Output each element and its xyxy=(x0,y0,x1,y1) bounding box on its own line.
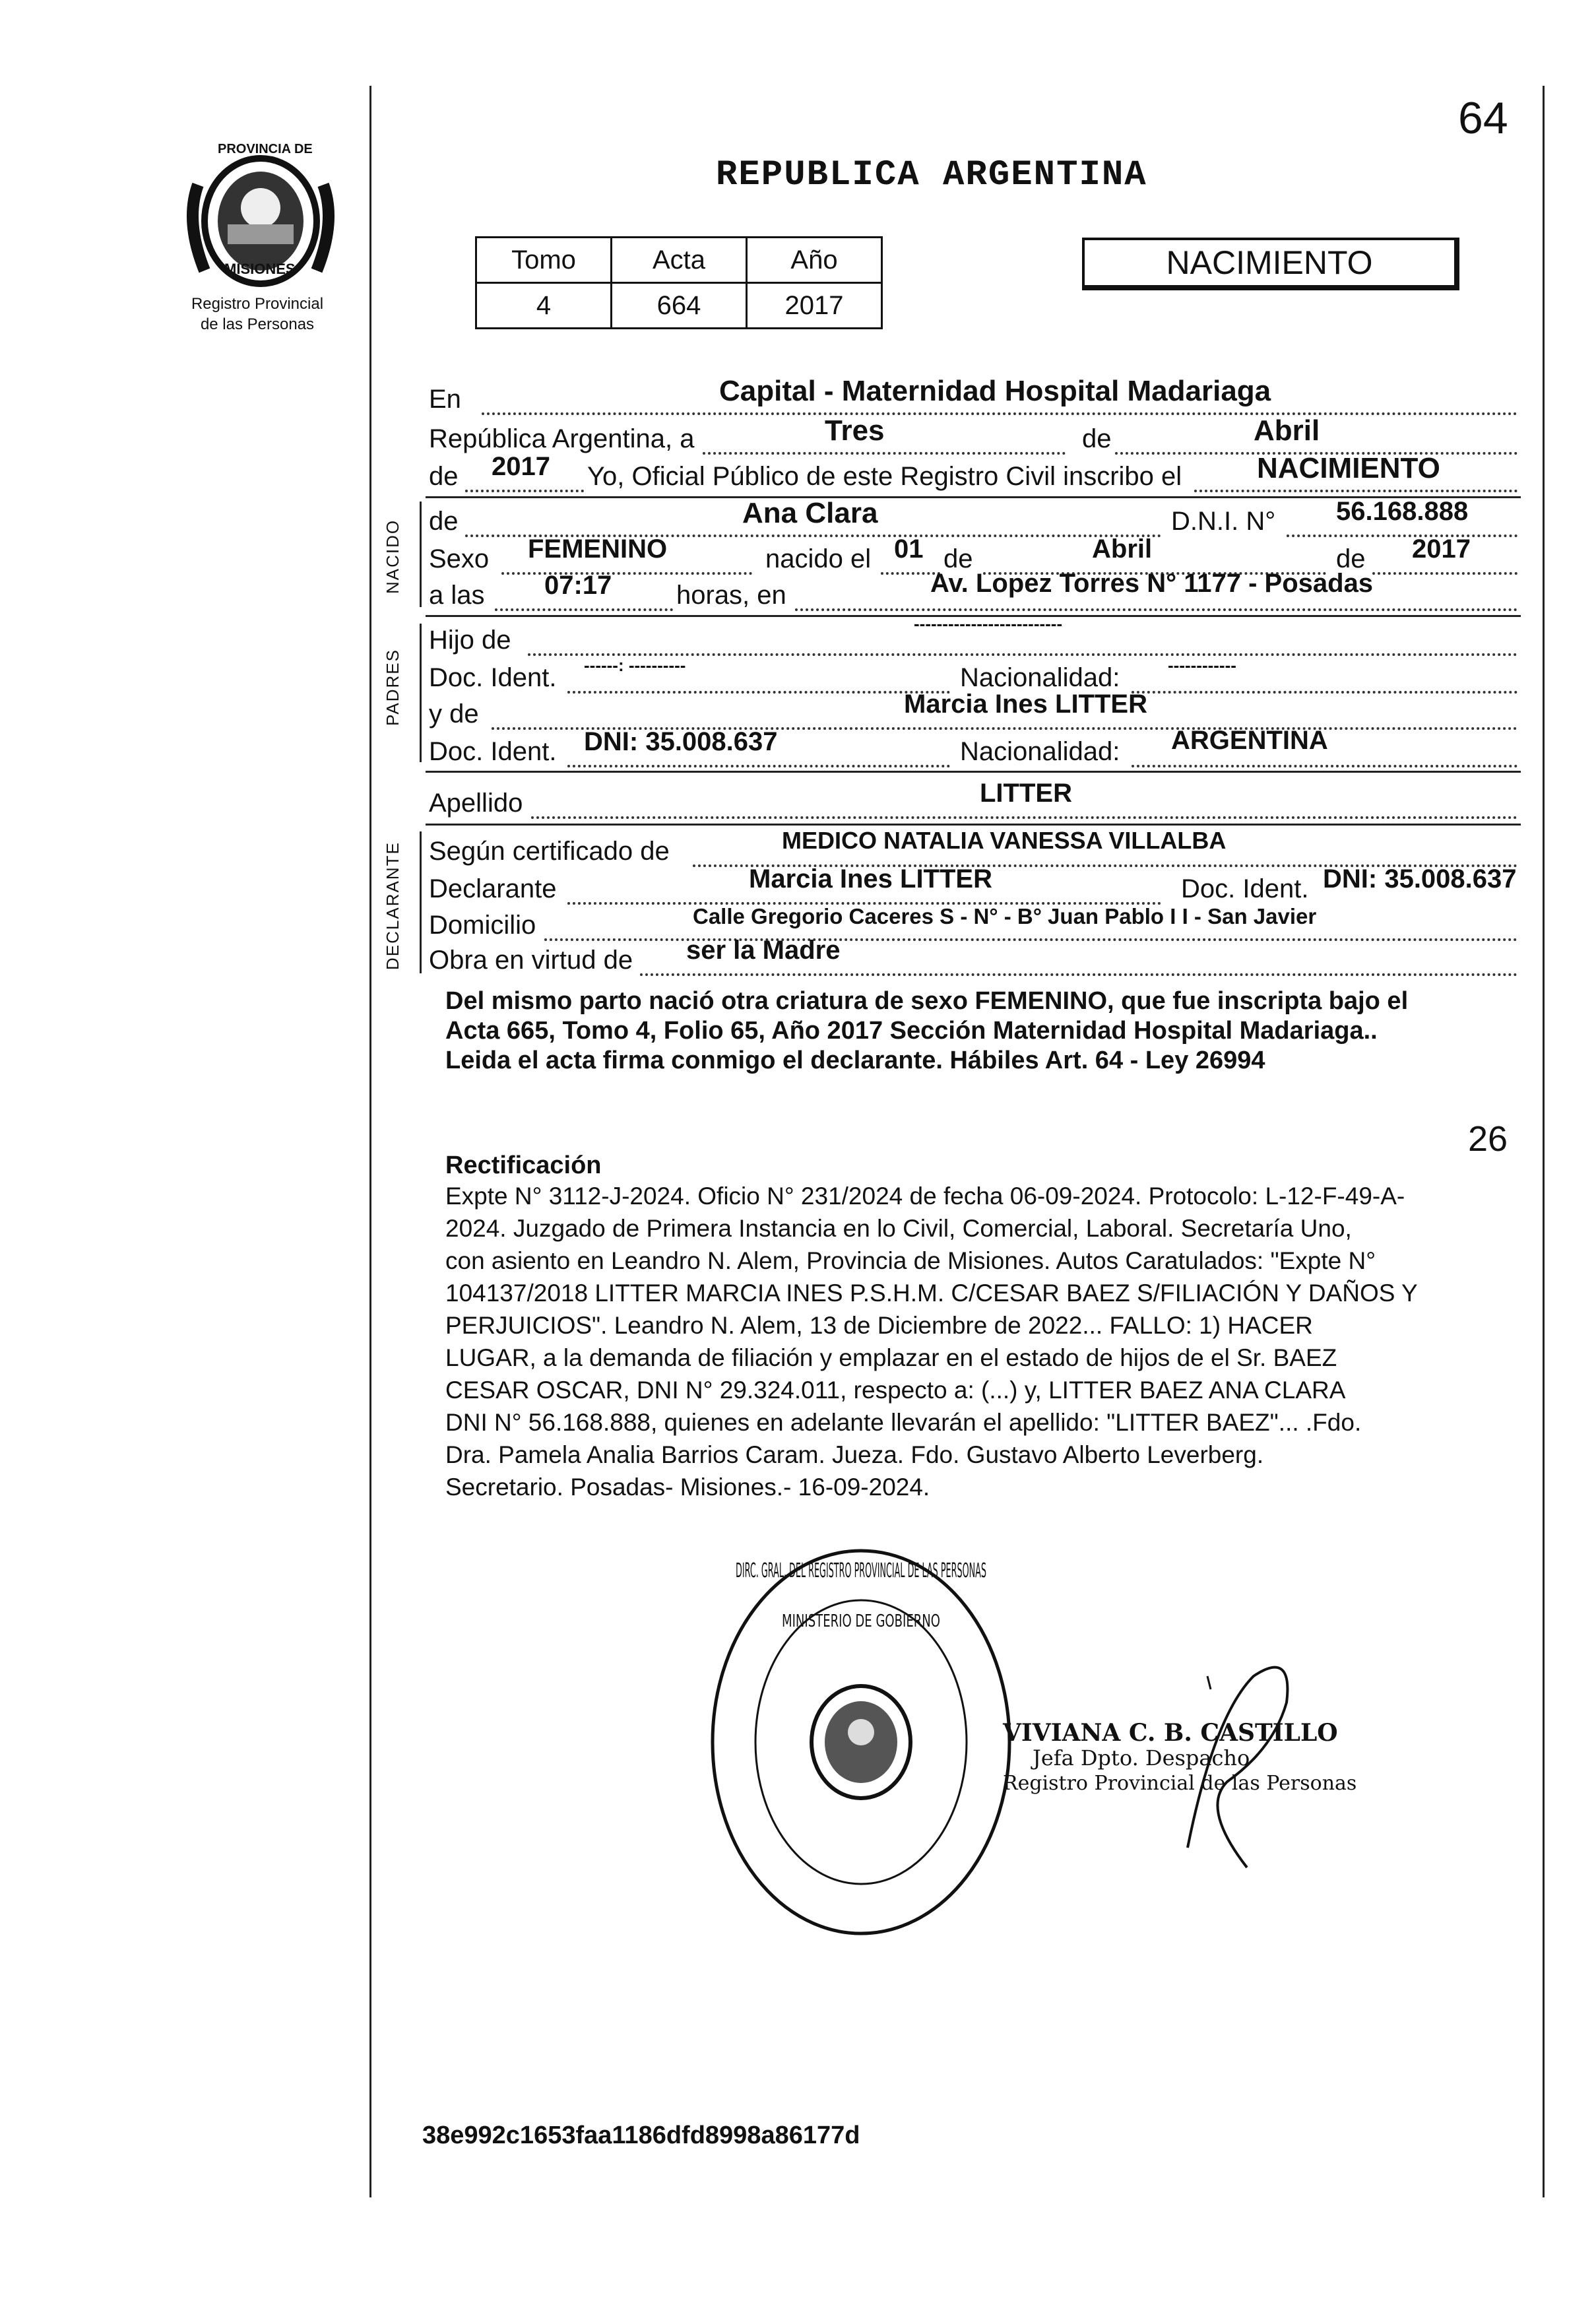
logo-caption-line1: Registro Provincial xyxy=(191,295,324,313)
de-label-3: de xyxy=(429,507,459,536)
domicilio-label: Domicilio xyxy=(429,911,536,940)
signature-line-1: VIVIANA C. B. CASTILLO xyxy=(1003,1719,1338,1747)
padres-bracket xyxy=(420,624,422,762)
official-stamp xyxy=(706,1544,1016,1940)
rectificacion-line: LUGAR, a la demanda de filiación y emplazar en el estado de hijos de el Sr. BAEZ xyxy=(445,1344,1337,1371)
rectificacion-line: PERJUICIOS". Leandro N. Alem, 13 de Diciembre de 2022... FALLO: 1) HACER xyxy=(445,1312,1313,1339)
madre-value: Marcia Ines LITTER xyxy=(904,690,1147,719)
de-label-4: de xyxy=(943,544,973,573)
dni-value: 56.168.888 xyxy=(1336,497,1469,526)
apellido-value: LITTER xyxy=(980,779,1072,808)
dni-dots xyxy=(1287,535,1517,537)
document-title: REPUBLICA ARGENTINA xyxy=(716,155,1147,195)
nombre-value: Ana Clara xyxy=(742,497,878,529)
dia-dots xyxy=(703,452,1066,455)
nacionalidad-padre-value: ------------ xyxy=(1168,655,1236,675)
rectificacion-line: con asiento en Leandro N. Alem, Provincia de Misiones. Autos Caratulados: "Expte N° xyxy=(445,1247,1376,1274)
stamp-outer-text: DIRC. GRAL. DEL REGISTRO PROVINCIAL DE LAS PERSONAS xyxy=(736,1559,986,1582)
doc-ident-madre-label: Doc. Ident. xyxy=(429,737,557,766)
lugar-value: Av. Lopez Torres N° 1177 - Posadas xyxy=(930,569,1374,598)
logo-top-text: PROVINCIA DE xyxy=(218,142,313,156)
de-label-5: de xyxy=(1336,544,1366,573)
signature-line-3: Registro Provincial de las Personas xyxy=(1003,1772,1357,1795)
hora-value: 07:17 xyxy=(544,571,612,600)
rectificacion-title: Rectificación xyxy=(445,1152,602,1179)
section-divider-3 xyxy=(426,771,1521,773)
segun-label: Según certificado de xyxy=(429,837,670,866)
nacido-bracket xyxy=(420,502,422,607)
en-value: Capital - Maternidad Hospital Madariaga xyxy=(719,375,1271,407)
table-value-acta: 664 xyxy=(612,283,747,329)
declarante-value: Marcia Ines LITTER xyxy=(749,864,992,893)
side-label-padres: PADRES xyxy=(383,649,402,726)
declarante-doc-value: DNI: 35.008.637 xyxy=(1323,864,1517,893)
nacido-label: nacido el xyxy=(765,544,872,573)
sexo-label: Sexo xyxy=(429,544,490,573)
act-type-label: NACIMIENTO xyxy=(1166,244,1373,281)
segun-value: MEDICO NATALIA VANESSA VILLALBA xyxy=(782,827,1227,854)
anio-value: 2017 xyxy=(492,452,550,481)
nacido-mes-value: Abril xyxy=(1092,535,1153,564)
logo-bottom-text: MISIONES xyxy=(224,261,296,277)
hijo-label: Hijo de xyxy=(429,626,511,655)
apellido-dots xyxy=(531,816,1517,819)
nacionalidad-madre-value: ARGENTINA xyxy=(1171,726,1328,755)
table-header-acta: Acta xyxy=(612,238,747,283)
de-label-2: de xyxy=(429,462,459,491)
nacionalidad-padre-dots xyxy=(1132,691,1517,694)
table-header-tomo: Tomo xyxy=(476,238,612,283)
republica-label: República Argentina, a xyxy=(429,424,695,453)
rectificacion-number: 26 xyxy=(1468,1119,1508,1159)
dia-value: Tres xyxy=(825,414,885,447)
declarante-doc-label xyxy=(1181,874,1308,904)
note-line-3: Leida el acta firma conmigo el declarante. Hábiles Art. 64 - Ley 26994 xyxy=(445,1047,1265,1074)
de-label-1: de xyxy=(1082,424,1112,453)
obra-label: Obra en virtud de xyxy=(429,946,633,975)
anio-dots xyxy=(465,490,584,492)
rectificacion-line: CESAR OSCAR, DNI N° 29.324.011, respecto a: (...) y, LITTER BAEZ ANA CLARA xyxy=(445,1377,1346,1404)
table-value-anio: 2017 xyxy=(747,283,882,329)
side-label-declarante: DECLARANTE xyxy=(383,841,402,970)
apellido-label: Apellido xyxy=(429,789,523,818)
obra-dots xyxy=(640,973,1517,976)
doc-ident-padre-value: ------: ---------- xyxy=(584,655,686,675)
rectificacion-line: Dra. Pamela Analia Barrios Caram. Jueza. Fdo. Gustavo Alberto Leverberg. xyxy=(445,1441,1264,1468)
side-label-nacido: NACIDO xyxy=(383,519,402,594)
declarante-bracket xyxy=(420,831,422,973)
doc-ident-madre-value: DNI: 35.008.637 xyxy=(584,727,778,756)
sexo-dots xyxy=(501,572,752,575)
a-las-label: a las xyxy=(429,581,485,610)
horas-en-label: horas, en xyxy=(676,581,786,610)
left-margin-line xyxy=(369,86,371,2197)
signature-line-2: Jefa Dpto. Despacho xyxy=(1033,1745,1250,1770)
hijo-value: -------------------------- xyxy=(914,614,1063,633)
section-divider-4 xyxy=(426,824,1521,826)
sexo-value: FEMENINO xyxy=(528,535,668,564)
stamp-inner-text: MINISTERIO DE GOBIERNO xyxy=(782,1611,940,1631)
doc-ident-padre-dots xyxy=(567,691,950,694)
nacionalidad-madre-label: Nacionalidad: xyxy=(960,737,1120,766)
y-de-label: y de xyxy=(429,699,479,729)
doc-ident-madre-dots xyxy=(567,765,950,767)
note-line-2: Acta 665, Tomo 4, Folio 65, Año 2017 Sección Maternidad Hospital Madariaga.. xyxy=(445,1017,1378,1045)
declarante-label: Declarante xyxy=(429,874,557,903)
lugar-dots xyxy=(795,608,1517,611)
declarante-doc-label-text: Doc. Ident. xyxy=(1181,874,1309,903)
note-line-1: Del mismo parto nació otra criatura de sexo FEMENINO, que fue inscripta bajo el xyxy=(445,987,1409,1015)
domicilio-value: Calle Gregorio Caceres S - N° - B° Juan Pablo I I - San Javier xyxy=(693,904,1317,928)
inscribo-value: NACIMIENTO xyxy=(1257,452,1440,484)
nacido-anio-value: 2017 xyxy=(1412,535,1471,564)
nacido-anio-dots xyxy=(1372,572,1517,575)
rectificacion-line: Secretario. Posadas- Misiones.- 16-09-2024. xyxy=(445,1474,930,1501)
rectificacion-line: DNI N° 56.168.888, quienes en adelante llevarán el apellido: "LITTER BAEZ"... .Fdo. xyxy=(445,1409,1362,1436)
register-table xyxy=(475,236,883,329)
oficial-text: Yo, Oficial Público de este Registro Civil inscribo el xyxy=(587,462,1182,491)
nacido-dia-value: 01 xyxy=(894,535,924,564)
document-hash: 38e992c1653faa1186dfd8998a86177d xyxy=(422,2122,860,2149)
nacionalidad-madre-dots xyxy=(1132,765,1517,767)
right-margin-line xyxy=(1543,86,1545,2197)
rectificacion-line: Expte N° 3112-J-2024. Oficio N° 231/2024 de fecha 06-09-2024. Protocolo: L-12-F-49-A- xyxy=(445,1183,1405,1210)
nacionalidad-padre-label: Nacionalidad: xyxy=(960,663,1120,692)
rectificacion-body xyxy=(445,1180,1418,1503)
table-value-tomo: 4 xyxy=(476,283,612,329)
mes-value: Abril xyxy=(1254,414,1320,447)
doc-ident-padre-label: Doc. Ident. xyxy=(429,663,557,692)
logo-caption-line2: de las Personas xyxy=(200,315,315,333)
dni-label: D.N.I. N° xyxy=(1171,507,1276,536)
page-number: 64 xyxy=(1458,93,1508,143)
table-header-anio: Año xyxy=(747,238,882,283)
act-type-box xyxy=(1082,238,1459,290)
rectificacion-line: 104137/2018 LITTER MARCIA INES P.S.H.M. C/CESAR BAEZ S/FILIACIÓN Y DAÑOS Y xyxy=(445,1280,1418,1307)
en-dots xyxy=(482,412,1517,415)
hora-dots xyxy=(495,608,673,611)
inscribo-dots xyxy=(1194,490,1517,492)
en-label: En xyxy=(429,385,461,414)
rectificacion-line: 2024. Juzgado de Primera Instancia en lo Civil, Comercial, Laboral. Secretaría Uno, xyxy=(445,1215,1352,1242)
obra-value: ser la Madre xyxy=(686,936,841,965)
